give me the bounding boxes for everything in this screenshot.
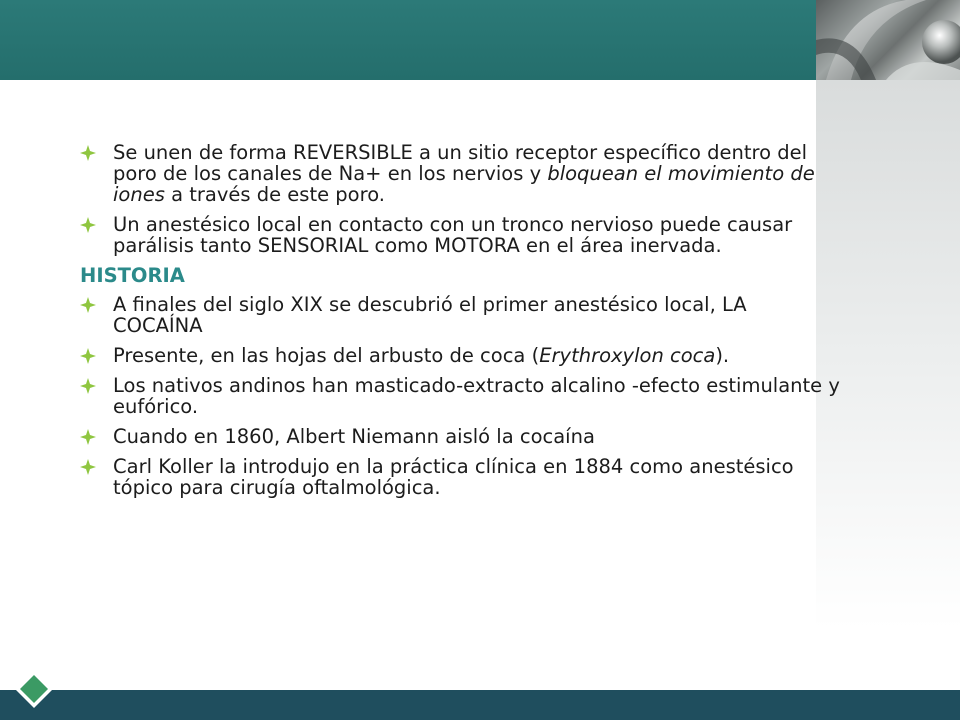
four-point-star-bullet-icon bbox=[80, 459, 96, 475]
bullet-item bbox=[80, 214, 840, 256]
slide-content bbox=[80, 142, 840, 507]
four-point-star-bullet-icon bbox=[80, 348, 96, 364]
bullet-item bbox=[80, 426, 840, 447]
bullet-item bbox=[80, 294, 840, 336]
bullet-text: Presente, en las hojas del arbusto de coca (Erythroxylon coca). bbox=[113, 344, 730, 367]
four-point-star-bullet-icon bbox=[80, 217, 96, 233]
corner-decorative-image bbox=[816, 0, 960, 80]
bullet-text: Los nativos andinos han masticado-extracto alcalino -efecto estimulante y eufórico. bbox=[113, 374, 840, 418]
four-point-star-bullet-icon bbox=[80, 429, 96, 445]
bullet-text: A finales del siglo XIX se descubrió el primer anestésico local, LA COCAÍNA bbox=[113, 293, 747, 337]
four-point-star-bullet-icon bbox=[80, 378, 96, 394]
four-point-star-bullet-icon bbox=[80, 297, 96, 313]
bullet-text: Se unen de forma REVERSIBLE a un sitio receptor específico dentro del poro de los canales de Na+ en los nervios y bloquean el movimiento de iones a través de este poro. bbox=[113, 141, 815, 206]
four-point-star-bullet-icon bbox=[80, 145, 96, 161]
bullet-text: Un anestésico local en contacto con un tronco nervioso puede causar parálisis tanto SENSORIAL como MOTORA en el área inervada. bbox=[113, 213, 793, 257]
bullet-text: Cuando en 1860, Albert Niemann aisló la cocaína bbox=[113, 425, 595, 448]
bullet-item bbox=[80, 345, 840, 366]
bullet-item bbox=[80, 375, 840, 417]
diamond-icon bbox=[14, 669, 54, 709]
bullet-item bbox=[80, 142, 840, 205]
bullet-item bbox=[80, 456, 840, 498]
header-bar bbox=[0, 0, 816, 80]
section-heading: HISTORIA bbox=[80, 264, 185, 287]
bullet-text: Carl Koller la introdujo en la práctica clínica en 1884 como anestésico tópico para cirugía oftalmológica. bbox=[113, 455, 794, 499]
footer-bar bbox=[0, 690, 960, 720]
